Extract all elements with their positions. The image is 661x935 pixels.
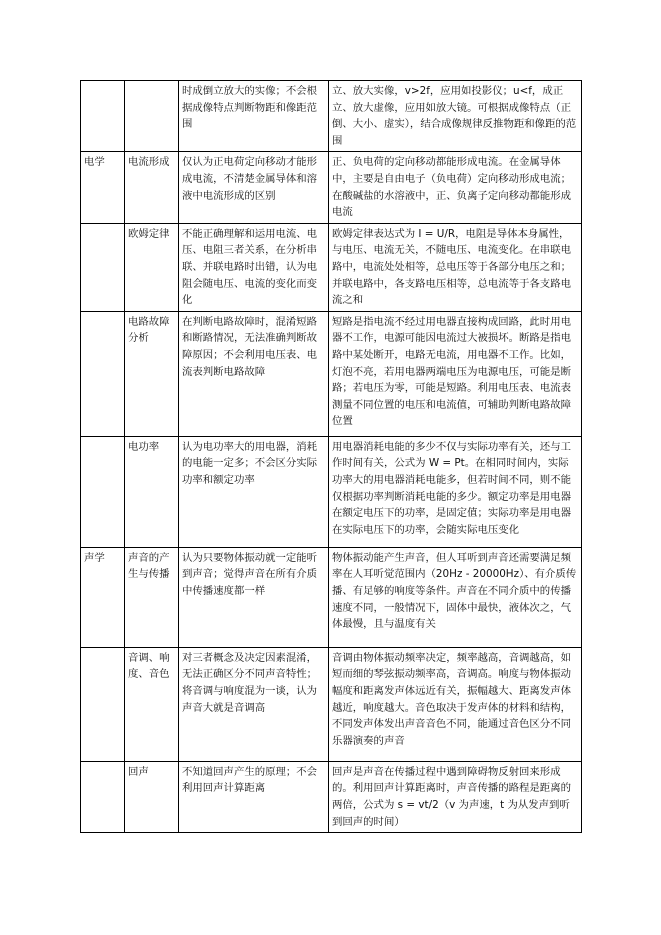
misconception-cell: 在判断电路故障时，混淆短路和断路情况，无法准确判断故障原因；不会利用电压表、电流表判断电路故障 (179, 311, 329, 436)
topic-cell: 声音的产生与传播 (125, 547, 179, 647)
table-row (81, 547, 582, 647)
topic-cell: 欧姆定律 (125, 223, 179, 311)
misconception-cell: 认为只要物体振动就一定能听到声音；觉得声音在所有介质中传播速度都一样 (179, 547, 329, 647)
explanation-cell: 物体振动能产生声音，但人耳听到声音还需要满足频率在人耳听觉范围内（20Hz - 20000Hz）、有介质传播、有足够的响度等条件。声音在不同介质中的传播速度不同，一般情况下，固体中最快，液体次之，气体最慢，且与温度有关 (329, 547, 582, 647)
explanation-cell: 立、放大实像，v>2f，应用如投影仪；u<f，成正立、放大虚像，应用如放大镜。可根据成像特点（正倒、大小、虚实），结合成像规律反推物距和像距的范围 (329, 81, 582, 152)
explanation-cell: 欧姆定律表达式为 I = U/R，电阻是导体本身属性，与电压、电流无关，不随电压、电流变化。在串联电路中，电流处处相等，总电压等于各部分电压之和；并联电路中，各支路电压相等，总电流等于各支路电流之和 (329, 223, 582, 311)
explanation-cell: 短路是指电流不经过用电器直接构成回路，此时用电器不工作，电源可能因电流过大被损坏。断路是指电路中某处断开，电路无电流，用电器不工作。比如，灯泡不亮，若用电器两端电压为电源电压，可能是断路；若电压为零，可能是短路。利用电压表、电流表测量不同位置的电压和电流值，可辅助判断电路故障位置 (329, 311, 582, 436)
topic-cell (125, 81, 179, 152)
topic-cell: 回声 (125, 761, 179, 832)
category-cell (81, 311, 125, 436)
category-cell (81, 436, 125, 547)
category-cell (81, 223, 125, 311)
table-row (81, 152, 582, 223)
category-cell (81, 647, 125, 761)
topic-cell: 电功率 (125, 436, 179, 547)
explanation-cell: 正、负电荷的定向移动都能形成电流。在金属导体中，主要是自由电子（负电荷）定向移动形成电流；在酸碱盐的水溶液中，正、负离子定向移动都能形成电流 (329, 152, 582, 223)
misconception-cell: 对三者概念及决定因素混淆，无法正确区分不同声音特性；将音调与响度混为一谈，认为声音大就是音调高 (179, 647, 329, 761)
explanation-cell: 音调由物体振动频率决定，频率越高，音调越高，如短而细的琴弦振动频率高，音调高。响度与物体振动幅度和距离发声体远近有关，振幅越大、距离发声体越近，响度越大。音色取决于发声体的材料和结构，不同发声体发出声音音色不同，能通过音色区分不同乐器演奏的声音 (329, 647, 582, 761)
explanation-cell: 回声是声音在传播过程中遇到障碍物反射回来形成的。利用回声计算距离时，声音传播的路程是距离的两倍，公式为 s = vt/2（v 为声速，t 为从发声到听到回声的时间） (329, 761, 582, 832)
category-cell: 电学 (81, 152, 125, 223)
topic-cell: 电流形成 (125, 152, 179, 223)
table-row (81, 761, 582, 832)
document-page (80, 80, 581, 833)
category-cell: 声学 (81, 547, 125, 647)
explanation-cell: 用电器消耗电能的多少不仅与实际功率有关，还与工作时间有关，公式为 W = Pt。在相同时间内，实际功率大的用电器消耗电能多，但若时间不同，则不能仅根据功率判断消耗电能的多少。额定功率是用电器在额定电压下的功率，是固定值；实际功率是用电器在实际电压下的功率，会随实际电压变化 (329, 436, 582, 547)
topic-cell: 电路故障分析 (125, 311, 179, 436)
misconception-cell: 认为电功率大的用电器，消耗的电能一定多；不会区分实际功率和额定功率 (179, 436, 329, 547)
misconception-cell: 仅认为正电荷定向移动才能形成电流，不清楚金属导体和溶液中电流形成的区别 (179, 152, 329, 223)
category-cell (81, 81, 125, 152)
table-row (81, 436, 582, 547)
table-row (81, 647, 582, 761)
misconception-cell: 不能正确理解和运用电流、电压、电阻三者关系，在分析串联、并联电路时出错，认为电阻会随电压、电流的变化而变化 (179, 223, 329, 311)
topic-cell: 音调、响度、音色 (125, 647, 179, 761)
table-row (81, 223, 582, 311)
table-row (81, 311, 582, 436)
table-row (81, 81, 582, 152)
category-cell (81, 761, 125, 832)
misconception-cell: 不知道回声产生的原理；不会利用回声计算距离 (179, 761, 329, 832)
misconception-table (80, 80, 582, 833)
misconception-cell: 时成倒立放大的实像；不会根据成像特点判断物距和像距范围 (179, 81, 329, 152)
